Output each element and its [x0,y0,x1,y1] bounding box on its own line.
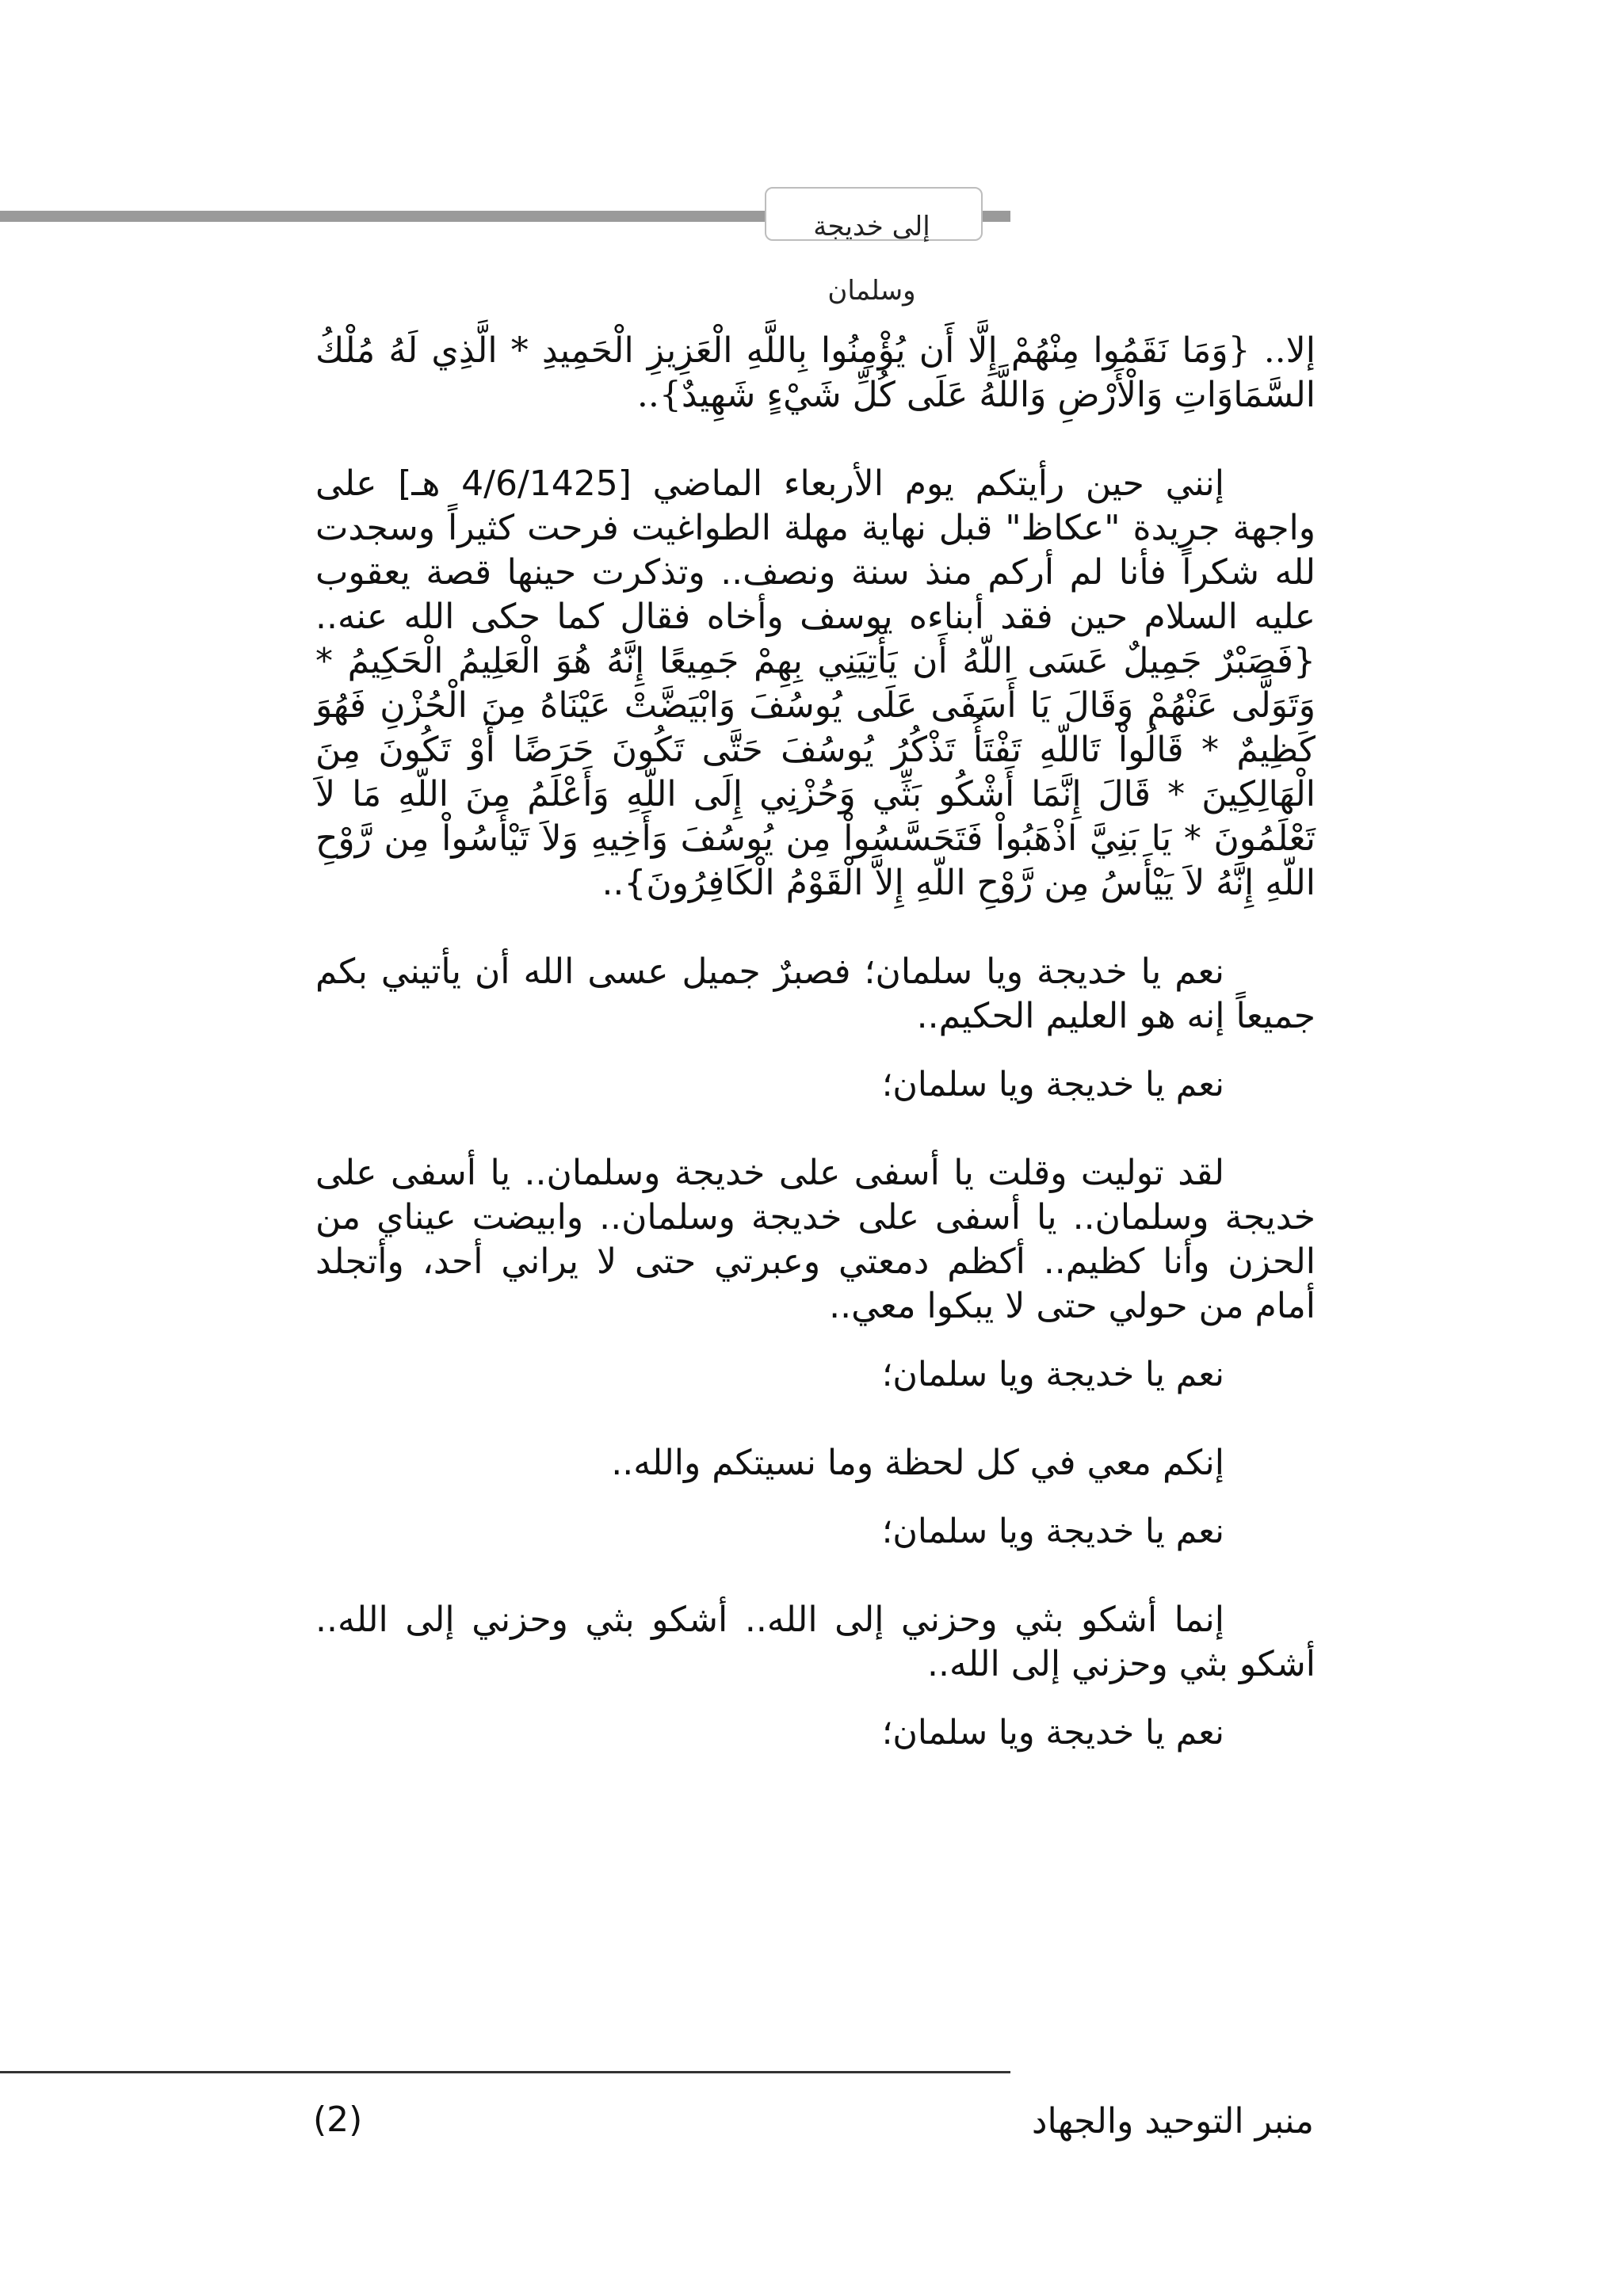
paragraph-5: إنما أشكو بثي وحزني إلى الله.. أشكو بثي وحزني إلى الله.. أشكو بثي وحزني إلى الله.. [315,1600,1316,1684]
paragraph-1: إنني حين رأيتكم يوم الأربعاء الماضي [4/6/1425 هـ] على واجهة جريدة "عكاظ" قبل نهاية مهلة الطواغيت فرحت كثيراً وسجدت لله شكراً فأنا لم أركم منذ سنة ونصف.. وتذكرت حينها قصة يعقوب عليه السلام حين فقد أبناءه يوسف وأخاه فقال كما حكى الله عنه.. {فَصَبْرٌ جَمِيلٌ عَسَى اللّهُ أَن يَأْتِيَنِي بِهِمْ جَمِيعًا إِنَّهُ هُوَ الْعَلِيمُ الْحَكِيمُ * وَتَوَلَّى عَنْهُمْ وَقَالَ يَا أَسَفَى عَلَى يُوسُفَ وَابْيَضَّتْ عَيْنَاهُ مِنَ الْحُزْنِ فَهُوَ كَظِيمٌ * قَالُواْ تَاللّهِ تَفْتَأُ تَذْكُرُ يُوسُفَ حَتَّى تَكُونَ حَرَضًا أَوْ تَكُونَ مِنَ الْهَالِكِينَ * قَالَ إِنَّمَا أَشْكُو بَثِّي وَحُزْنِي إِلَى اللّهِ وَأَعْلَمُ مِنَ اللّهِ مَا لاَ تَعْلَمُونَ * يَا بَنِيَّ اذْهَبُواْ فَتَحَسَّسُواْ مِن يُوسُفَ وَأَخِيهِ وَلاَ تَيْأَسُواْ مِن رَّوْحِ اللّهِ إِنَّهُ لاَ يَيْأَسُ مِن رَّوْحِ اللّهِ إِلاَّ الْقَوْمُ الْكَافِرُونَ}.. [315,463,1316,903]
paragraph-2: نعم يا خديجة ويا سلمان؛ فصبرٌ جميل عسى الله أن يأتيني بكم جميعاً إنه هو العليم الحكيم.. [315,952,1316,1036]
paragraph-4: إنكم معي في كل لحظة وما نسيتكم والله.. [611,1443,1224,1483]
footer-title: منبر التوحيد والجهاد [1031,2101,1314,2142]
page-number: (2) [313,2100,363,2140]
refrain-1: نعم يا خديجة ويا سلمان؛ [881,1065,1224,1104]
title-line-2: وسلمان [827,275,916,307]
refrain-2: نعم يا خديجة ويا سلمان؛ [881,1355,1224,1394]
document-body [315,329,1316,1755]
quran-opening: إلا.. {وَمَا نَقَمُوا مِنْهُمْ إِلَّا أَن يُؤْمِنُوا بِاللَّهِ الْعَزِيزِ الْحَمِيدِ * الَّذِي لَهُ مُلْكُ السَّمَاوَاتِ وَالْأَرْضِ وَاللَّهُ عَلَى كُلِّ شَيْءٍ شَهِيدٌ}.. [315,330,1316,415]
refrain-3: نعم يا خديجة ويا سلمان؛ [881,1512,1224,1551]
refrain-4: نعم يا خديجة ويا سلمان؛ [881,1713,1224,1753]
footer-rule [0,2071,1010,2073]
title-line-1: إلى خديجة [813,211,930,242]
paragraph-3: لقد توليت وقلت يا أسفى على خديجة وسلمان.. يا أسفى على خديجة وسلمان.. يا أسفى على خديجة وسلمان.. وابيضت عيناي من الحزن وأنا كظيم.. أكظم دمعتي وعبرتي حتى لا يراني أحد، وأتجلد أمام من حولي حتى لا يبكوا معي.. [315,1153,1316,1326]
